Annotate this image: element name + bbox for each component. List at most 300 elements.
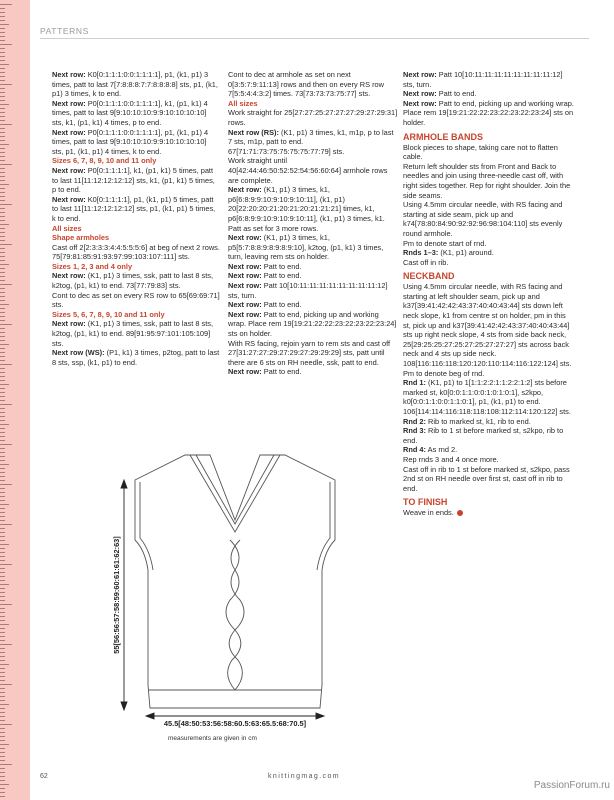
ruler-tick bbox=[0, 360, 5, 361]
ruler-tick bbox=[0, 596, 5, 597]
instruction-text: Rep rnds 3 and 4 once more. bbox=[403, 454, 499, 464]
ruler-tick bbox=[0, 200, 5, 201]
instruction-text: Cont to dec at armhole as set on next 0[3:5:7:9:11:13] rows and then on every RS row 7[5:5:4:4:3:2] times. 73[73:73:73:75:77] sts. bbox=[228, 70, 384, 99]
instruction-paragraph bbox=[403, 99, 575, 128]
ruler-tick bbox=[0, 56, 5, 57]
ruler-tick bbox=[0, 420, 5, 421]
website-url: knittingmag.com bbox=[268, 773, 340, 780]
ruler-tick bbox=[0, 132, 5, 133]
ruler-tick bbox=[0, 120, 5, 121]
ruler-tick bbox=[0, 12, 5, 13]
ruler-tick bbox=[0, 584, 9, 585]
ruler-tick bbox=[0, 108, 5, 109]
ruler-tick bbox=[0, 644, 12, 645]
ruler-tick bbox=[0, 648, 5, 649]
ruler-tick bbox=[0, 184, 9, 185]
ruler-tick bbox=[0, 252, 5, 253]
instruction-text: Cast off 2[2:3:3:3:4:4:5:5:5:6] at beg of next 2 rows. bbox=[52, 242, 220, 252]
instruction-text: (K1, p1) 3 times, ssk, patt to last 8 sts, k2tog, (p1, k1) to end. 73[77:79:83] sts. bbox=[52, 271, 214, 291]
instruction-text: (K1, p1) 3 times, k1, m1p, p to last 7 sts, m1p, patt to end. 67[71:71:73:75:75:75:75:77:79] sts. bbox=[228, 127, 394, 156]
instruction-paragraph bbox=[403, 282, 575, 368]
ruler-tick bbox=[0, 212, 5, 213]
instruction-paragraph bbox=[403, 239, 575, 249]
ruler-tick bbox=[0, 224, 9, 225]
instruction-text: As rnd 2. bbox=[426, 445, 458, 455]
instruction-paragraph bbox=[403, 162, 575, 200]
ruler-tick bbox=[0, 588, 5, 589]
ruler-tick bbox=[0, 376, 5, 377]
ruler-tick bbox=[0, 624, 9, 625]
instruction-label: Next row: bbox=[52, 127, 86, 137]
ruler-tick bbox=[0, 372, 5, 373]
instruction-paragraph bbox=[403, 445, 575, 455]
ruler-tick bbox=[0, 548, 5, 549]
ruler-tick bbox=[0, 660, 5, 661]
ruler-tick bbox=[0, 532, 5, 533]
ruler-tick bbox=[0, 696, 5, 697]
subheading: Sizes 1, 2, 3 and 4 only bbox=[52, 261, 133, 271]
ruler-tick bbox=[0, 304, 9, 305]
instruction-text: Block pieces to shape, taking care not to flatten cable. bbox=[403, 142, 558, 162]
ruler-tick bbox=[0, 384, 9, 385]
ruler-tick bbox=[0, 316, 5, 317]
instruction-label: Next row: bbox=[52, 165, 86, 175]
ruler-tick bbox=[0, 456, 5, 457]
ruler-tick bbox=[0, 560, 5, 561]
ruler-tick bbox=[0, 284, 12, 285]
ruler-tick bbox=[0, 176, 5, 177]
instruction-label: Next row: bbox=[228, 367, 262, 377]
ruler-tick bbox=[0, 72, 5, 73]
instruction-text: Work straight for 25[27:27:25:27:27:27:29:27:29:31] rows. bbox=[228, 108, 398, 127]
instruction-paragraph bbox=[403, 378, 575, 416]
instruction-text: Using 4.5mm circular needle, with RS facing and starting at left shoulder seam, pick up and k37[39:41:42:42:43:37:40:40:43:44] sts down left neck slope, k1 from centre st on holder, pm in this st, pick up and k37[39:41:42:42:43:37:40:40:43:44] sts up right neck slope, 4 sts from side back neck, 25[29:25:25:27:25:27:25:27:27:27] sts across back neck and 4 sts up side neck. 108[116:116:118:120:120:110:114:116:122:124] sts. bbox=[403, 282, 572, 369]
ruler-tick bbox=[0, 388, 5, 389]
ruler-tick bbox=[0, 60, 5, 61]
ruler-tick bbox=[0, 772, 5, 773]
ruler-tick bbox=[0, 448, 5, 449]
ruler-tick bbox=[0, 52, 5, 53]
ruler-tick bbox=[0, 512, 5, 513]
ruler-tick bbox=[0, 260, 5, 261]
ruler-tick bbox=[0, 640, 5, 641]
instruction-paragraph bbox=[52, 271, 220, 290]
instruction-text: (K1, p1) around. bbox=[438, 248, 494, 258]
ruler-tick bbox=[0, 392, 5, 393]
ruler-tick bbox=[0, 220, 5, 221]
instruction-text: Patt 10[10:11:11:11:11:11:11:11:11:12] sts, turn. bbox=[403, 70, 563, 89]
ruler-tick bbox=[0, 172, 5, 173]
ruler-tick bbox=[0, 228, 5, 229]
column-2 bbox=[228, 70, 398, 377]
ruler-tick bbox=[0, 728, 5, 729]
ruler-tick bbox=[0, 552, 5, 553]
instruction-paragraph bbox=[403, 417, 575, 427]
ruler-tick bbox=[0, 592, 5, 593]
ruler-tick bbox=[0, 336, 5, 337]
ruler-tick bbox=[0, 440, 5, 441]
ruler-tick bbox=[0, 32, 5, 33]
ruler-tick bbox=[0, 116, 5, 117]
ruler-tick bbox=[0, 148, 5, 149]
ruler-tick bbox=[0, 256, 5, 257]
ruler-tick bbox=[0, 144, 9, 145]
ruler-tick bbox=[0, 600, 5, 601]
ruler-tick bbox=[0, 276, 5, 277]
instruction-text: Patt 10[10:11:11:11:11:11:11:11:11:12] sts, turn. bbox=[228, 281, 388, 300]
ruler-tick bbox=[0, 544, 9, 545]
instruction-label: Rnd 3: bbox=[403, 426, 426, 436]
ruler-tick bbox=[0, 428, 5, 429]
instruction-label: Next row: bbox=[228, 233, 262, 243]
instruction-paragraph bbox=[228, 108, 398, 127]
instruction-label: Next row: bbox=[403, 70, 437, 79]
instruction-paragraph bbox=[403, 143, 575, 162]
section-label: PATTERNS bbox=[40, 26, 89, 36]
ruler-tick bbox=[0, 36, 5, 37]
instruction-paragraph bbox=[228, 185, 398, 223]
instruction-text: Patt to end. bbox=[261, 271, 302, 281]
page-number: 62 bbox=[40, 773, 48, 780]
ruler-tick bbox=[0, 536, 5, 537]
instruction-paragraph bbox=[403, 455, 575, 465]
instruction-paragraph bbox=[52, 319, 220, 348]
ruler-tick bbox=[0, 700, 5, 701]
ruler-tick bbox=[0, 192, 5, 193]
instruction-text: Patt as set for 3 more rows. bbox=[228, 223, 319, 233]
ruler-tick bbox=[0, 48, 5, 49]
ruler-tick bbox=[0, 156, 5, 157]
ruler-tick bbox=[0, 344, 9, 345]
ruler-tick bbox=[0, 92, 5, 93]
ruler-tick bbox=[0, 764, 12, 765]
ruler-tick bbox=[0, 268, 5, 269]
section-heading: NECKBAND bbox=[403, 271, 455, 282]
ruler-tick bbox=[0, 152, 5, 153]
instruction-text: P0[0:1:1:1:0:0:1:1:1:1], p1, (k1, p1) 4 times, patt to last 9[9:10:10:10:9:9:10:10:10:10] sts, p1, (k1, p1) 4 times, k to end. bbox=[52, 127, 209, 156]
ruler-tick bbox=[0, 396, 5, 397]
instruction-paragraph bbox=[228, 281, 398, 300]
ruler-tick bbox=[0, 464, 9, 465]
ruler-tick bbox=[0, 656, 5, 657]
ruler-tick bbox=[0, 792, 5, 793]
ruler-tick bbox=[0, 468, 5, 469]
subheading: Shape armholes bbox=[52, 233, 110, 243]
ruler-tick bbox=[0, 348, 5, 349]
instruction-text: With RS facing, rejoin yarn to rem sts and cast off 27[31:27:27:29:27:29:27:29:29:29] sts, patt until there are 6 sts on RH needle, ssk, patt to end. bbox=[228, 338, 391, 367]
ruler-tick bbox=[0, 160, 5, 161]
ruler-tick bbox=[0, 308, 5, 309]
ruler-tick bbox=[0, 616, 5, 617]
diagram-caption: measurements are given in cm bbox=[168, 735, 257, 742]
instruction-label: Next row: bbox=[403, 98, 437, 108]
instruction-paragraph bbox=[228, 271, 398, 281]
ruler-tick bbox=[0, 528, 5, 529]
instruction-label: Next row: bbox=[52, 271, 86, 281]
ruler-tick bbox=[0, 112, 5, 113]
ruler-tick bbox=[0, 432, 5, 433]
ruler-tick bbox=[0, 488, 5, 489]
instruction-text: Patt to end, picking up and working wrap. Place rem 19[19:21:22:22:23:22:23:22:23:24] sts on holder. bbox=[228, 309, 397, 339]
instruction-label: Next row (WS): bbox=[52, 348, 105, 358]
instruction-paragraph bbox=[52, 166, 220, 195]
instruction-text: Cast off in rib to 1 st before marked st, s2kpo, pass 2nd st on RH needle over first st, cast off in rib to end. bbox=[403, 464, 570, 493]
instruction-text: (K1, p1) 3 times, ssk, patt to last 8 sts, k2tog, (p1, k1) to end. 89[91:95:97:101:105:109] sts. bbox=[52, 319, 214, 348]
ruler-tick bbox=[0, 168, 5, 169]
ruler-tick bbox=[0, 452, 5, 453]
instruction-text: Patt to end. bbox=[261, 261, 302, 271]
ruler-tick bbox=[0, 632, 5, 633]
ruler-tick bbox=[0, 620, 5, 621]
ruler-tick bbox=[0, 520, 5, 521]
ruler-tick bbox=[0, 752, 5, 753]
ruler-tick bbox=[0, 136, 5, 137]
instruction-label: Next row: bbox=[228, 185, 262, 195]
ruler-tick bbox=[0, 332, 5, 333]
ruler-tick bbox=[0, 768, 5, 769]
instruction-text: Cast off in rib. bbox=[403, 257, 449, 267]
ruler-tick bbox=[0, 44, 12, 45]
ruler-tick bbox=[0, 352, 5, 353]
instruction-paragraph bbox=[52, 128, 220, 157]
ruler-tick bbox=[0, 288, 5, 289]
instruction-text: P0[0:1:1:1:0:0:1:1:1:1], k1, (p1, k1) 4 times, patt to last 9[9:10:10:10:9:9:10:10:10:10] sts, k1, (p1, k1) 4 times, p to end. bbox=[52, 98, 208, 127]
ruler-tick bbox=[0, 496, 5, 497]
watermark: PassionForum.ru bbox=[533, 780, 610, 791]
ruler-tick bbox=[0, 664, 9, 665]
instruction-paragraph bbox=[403, 89, 575, 99]
ruler-tick bbox=[0, 484, 12, 485]
instruction-text: Rib to marked st, k1, rib to end. bbox=[426, 416, 531, 426]
ruler-tick bbox=[0, 404, 12, 405]
ruler-tick bbox=[0, 408, 5, 409]
ruler-tick bbox=[0, 64, 9, 65]
instruction-paragraph bbox=[403, 248, 575, 258]
instruction-label: Rnds 1–3: bbox=[403, 248, 439, 258]
ruler-tick bbox=[0, 76, 5, 77]
ruler-tick bbox=[0, 500, 5, 501]
instruction-text: K0[0:1:1:1:1], p1, (k1, p1) 5 times, patt to last 11[11:12:12:12:12] sts, p1, (k1, p1) 5 times, k to end. bbox=[52, 194, 216, 223]
instruction-paragraph bbox=[228, 156, 398, 185]
instruction-paragraph bbox=[52, 348, 220, 367]
height-label: 55[56:56:57:58:59:60:61:61:62:63] bbox=[112, 536, 121, 654]
ruler-tick bbox=[0, 796, 5, 797]
ruler-tick bbox=[0, 524, 12, 525]
ruler-tick bbox=[0, 744, 9, 745]
ruler-tick bbox=[0, 328, 5, 329]
ruler-tick bbox=[0, 480, 5, 481]
ruler-tick bbox=[0, 24, 9, 25]
instruction-paragraph bbox=[228, 310, 398, 339]
yarn-ball-icon bbox=[457, 510, 463, 516]
instruction-label: Rnd 1: bbox=[403, 378, 426, 388]
ruler-tick bbox=[0, 140, 5, 141]
ruler-tick bbox=[0, 88, 5, 89]
ruler-tick bbox=[0, 748, 5, 749]
ruler-tick bbox=[0, 508, 5, 509]
ruler-tick bbox=[0, 248, 5, 249]
ruler-tick bbox=[0, 324, 12, 325]
instruction-paragraph bbox=[228, 339, 398, 368]
ruler-tick bbox=[0, 180, 5, 181]
ruler-tick bbox=[0, 104, 9, 105]
instruction-paragraph bbox=[228, 233, 398, 262]
vest-schematic bbox=[110, 450, 360, 730]
ruler-tick bbox=[0, 576, 5, 577]
ruler-tick bbox=[0, 736, 5, 737]
ruler-tick bbox=[0, 672, 5, 673]
instruction-paragraph bbox=[52, 243, 220, 253]
column-1 bbox=[52, 70, 220, 367]
instruction-paragraph bbox=[228, 300, 398, 310]
instruction-text: Cont to dec as set on every RS row to 65[69:69:71] sts. bbox=[52, 290, 220, 310]
ruler-tick bbox=[0, 364, 12, 365]
instruction-paragraph bbox=[228, 262, 398, 272]
ruler-tick bbox=[0, 40, 5, 41]
ruler-tick bbox=[0, 784, 9, 785]
ruler-tick bbox=[0, 356, 5, 357]
ruler-tick bbox=[0, 240, 5, 241]
ruler-tick bbox=[0, 424, 9, 425]
ruler-tick bbox=[0, 412, 5, 413]
instruction-label: Next row: bbox=[52, 319, 86, 329]
instruction-text: (K1, p1) 3 times, k1, p5[5:7:8:8:9:8:9:8:9:10], k2tog, (p1, k1) 3 times, turn, leaving rem sts on holder. bbox=[228, 233, 384, 262]
instruction-paragraph bbox=[403, 200, 575, 238]
measuring-ruler bbox=[0, 0, 30, 800]
ruler-tick bbox=[0, 668, 5, 669]
ruler-tick bbox=[0, 712, 5, 713]
ruler-tick bbox=[0, 204, 12, 205]
instruction-label: Next row: bbox=[52, 194, 86, 204]
ruler-tick bbox=[0, 680, 5, 681]
instruction-label: Next row: bbox=[52, 98, 86, 108]
ruler-tick bbox=[0, 232, 5, 233]
ruler-tick bbox=[0, 504, 9, 505]
ruler-tick bbox=[0, 460, 5, 461]
instruction-paragraph bbox=[403, 369, 575, 379]
instruction-label: Next row: bbox=[228, 300, 262, 310]
instruction-text: Pm to denote start of rnd. bbox=[403, 238, 487, 248]
instruction-paragraph bbox=[52, 70, 220, 99]
width-label: 45.5[48:50:53:56:58:60.5:63:65.5:68:70.5] bbox=[163, 719, 307, 728]
instruction-text: Patt to end. bbox=[261, 300, 302, 310]
ruler-tick bbox=[0, 244, 12, 245]
ruler-tick bbox=[0, 676, 5, 677]
ruler-tick bbox=[0, 716, 5, 717]
ruler-tick bbox=[0, 124, 12, 125]
instruction-label: Next row: bbox=[52, 70, 86, 79]
ruler-tick bbox=[0, 572, 5, 573]
instruction-text: P0[0:1:1:1:1], k1, (p1, k1) 5 times, patt to last 11[11:12:12:12:12] sts, k1, (p1, k1) 5 times, p to end. bbox=[52, 165, 215, 195]
ruler-tick bbox=[0, 80, 5, 81]
instruction-paragraph bbox=[52, 291, 220, 310]
instruction-paragraph bbox=[403, 258, 575, 268]
column-3 bbox=[403, 70, 575, 518]
ruler-tick bbox=[0, 760, 5, 761]
subheading: All sizes bbox=[52, 223, 82, 233]
ruler-tick bbox=[0, 776, 5, 777]
ruler-tick bbox=[0, 368, 5, 369]
instruction-paragraph bbox=[403, 70, 575, 89]
instruction-label: Next row: bbox=[228, 309, 262, 319]
instruction-paragraph bbox=[52, 99, 220, 128]
ruler-tick bbox=[0, 300, 5, 301]
ruler-tick bbox=[0, 20, 5, 21]
instruction-text: (K1, p1) to 1[1:1:2:2:1:1:2:2:1:2] sts before marked st, k0[0:0:1:1:0:0:1:0:1:0:1], s2kpo, k0[0:0:1:1:0:0:1:1:0:1], p1, (k1, p1) to end. 106[114:114:116:118:118:108:112:114:120:122] sts. bbox=[403, 378, 571, 416]
instruction-paragraph bbox=[228, 224, 398, 234]
instruction-text: Patt to end, picking up and working wrap. Place rem 19[19:21:22:22:23:22:23:22:23:24] sts on holder. bbox=[403, 98, 574, 127]
ruler-tick bbox=[0, 540, 5, 541]
instruction-label: Next row: bbox=[228, 261, 262, 271]
ruler-tick bbox=[0, 380, 5, 381]
ruler-tick bbox=[0, 320, 5, 321]
ruler-tick bbox=[0, 4, 12, 5]
ruler-tick bbox=[0, 416, 5, 417]
ruler-tick bbox=[0, 568, 5, 569]
ruler-tick bbox=[0, 272, 5, 273]
instruction-paragraph bbox=[228, 128, 398, 157]
instruction-text: Rib to 1 st before marked st, s2kpo, rib to end. bbox=[403, 426, 564, 445]
section-heading: TO FINISH bbox=[403, 497, 448, 508]
instruction-paragraph bbox=[52, 195, 220, 224]
ruler-tick bbox=[0, 604, 12, 605]
ruler-tick bbox=[0, 128, 5, 129]
section-heading: ARMHOLE BANDS bbox=[403, 131, 483, 142]
ruler-tick bbox=[0, 688, 5, 689]
instruction-paragraph bbox=[403, 465, 575, 494]
ruler-tick bbox=[0, 692, 5, 693]
ruler-tick bbox=[0, 340, 5, 341]
instruction-label: Next row: bbox=[228, 271, 262, 281]
ruler-tick bbox=[0, 472, 5, 473]
ruler-tick bbox=[0, 68, 5, 69]
ruler-tick bbox=[0, 164, 12, 165]
ruler-tick bbox=[0, 756, 5, 757]
ruler-tick bbox=[0, 564, 12, 565]
instruction-text: Patt to end. bbox=[261, 367, 302, 377]
ruler-tick bbox=[0, 236, 5, 237]
ruler-tick bbox=[0, 636, 5, 637]
ruler-tick bbox=[0, 216, 5, 217]
instruction-text: K0[0:1:1:1:0:0:1:1:1:1], p1, (k1, p1) 3 times, patt to last 7[7:8:8:8:7:7:8:8:8:8] sts, p1, (k1, p1) 3 times, k to end. bbox=[52, 70, 218, 99]
instruction-text: Patt to end. bbox=[436, 89, 477, 99]
instruction-text: Pm to denote beg of rnd. bbox=[403, 368, 485, 378]
instruction-label: Rnd 2: bbox=[403, 416, 426, 426]
header-divider bbox=[40, 38, 589, 39]
subheading: Sizes 5, 6, 7, 8, 9, 10 and 11 only bbox=[52, 309, 165, 319]
ruler-tick bbox=[0, 436, 5, 437]
instruction-paragraph bbox=[403, 508, 575, 518]
ruler-tick bbox=[0, 612, 5, 613]
subheading: All sizes bbox=[228, 98, 258, 108]
ruler-tick bbox=[0, 188, 5, 189]
instruction-text: (P1, k1) 3 times, p2tog, patt to last 8 sts, ssp, (k1, p1) to end. bbox=[52, 348, 220, 367]
ruler-tick bbox=[0, 708, 5, 709]
ruler-tick bbox=[0, 296, 5, 297]
ruler-tick bbox=[0, 556, 5, 557]
ruler-tick bbox=[0, 724, 12, 725]
ruler-tick bbox=[0, 264, 9, 265]
ruler-tick bbox=[0, 16, 5, 17]
ruler-tick bbox=[0, 280, 5, 281]
instruction-label: Next row: bbox=[403, 89, 437, 99]
instruction-text: Work straight until 40[42:44:46:50:52:52:54:56:60:64] armhole rows are complete. bbox=[228, 156, 388, 185]
ruler-tick bbox=[0, 580, 5, 581]
ruler-tick bbox=[0, 400, 5, 401]
ruler-tick bbox=[0, 444, 12, 445]
instruction-label: Next row (RS): bbox=[228, 127, 279, 137]
ruler-tick bbox=[0, 608, 5, 609]
